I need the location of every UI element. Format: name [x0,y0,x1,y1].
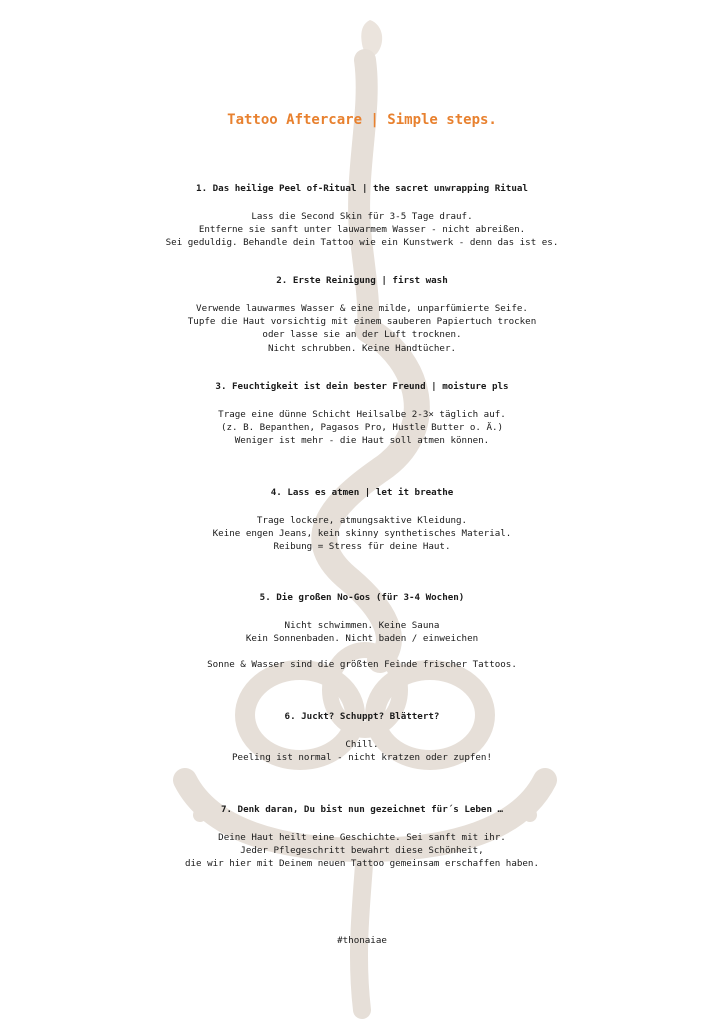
section-heading: 6. Juckt? Schuppt? Blättert? [284,711,440,722]
section-4 [0,486,724,554]
section-line: Kein Sonnenbaden. Nicht baden / einweichen [245,633,479,645]
section-line: Entferne sie sanft unter lauwarmem Wasser - nicht abreißen. [198,224,526,236]
section-line: oder lasse sie an der Luft trocknen. [262,329,462,341]
section-line: Trage lockere, atmungsaktive Kleidung. [256,515,468,526]
section-line: Jeder Pflegeschritt bewahrt diese Schönheit, [240,845,484,857]
section-7 [0,803,724,871]
page-title: Tattoo Aftercare | Simple steps. [227,112,497,128]
section-heading: 3. Feuchtigkeit ist dein bester Freund | moisture pls [215,381,509,392]
section-line: Sonne & Wasser sind die größten Feinde frischer Tattoos. [207,659,517,671]
section-heading: 2. Erste Reinigung | first wash [276,275,448,286]
section-6 [0,710,724,764]
section-3 [0,380,724,448]
section-5 [0,591,724,672]
section-line: Nicht schrubben. Keine Handtücher. [267,342,457,354]
section-heading: 1. Das heilige Peel of-Ritual | the sacret unwrapping Ritual [196,183,528,194]
section-line: Verwende lauwarmes Wasser & eine milde, unparfümierte Seife. [196,303,528,314]
section-line: Chill. [345,739,379,750]
section-line: die wir hier mit Deinem neuen Tattoo gemeinsam erschaffen haben. [184,858,539,870]
section-line: Tupfe die Haut vorsichtig mit einem sauberen Papiertuch trocken [187,316,537,328]
section-line: Keine engen Jeans, kein skinny synthetisches Material. [212,528,512,540]
section-line: Deine Haut heilt eine Geschichte. Sei sanft mit ihr. [218,832,506,843]
section-line: (z. B. Bepanthen, Pagasos Pro, Hustle Butter o. Ä.) [220,422,504,434]
section-line: Reibung = Stress für deine Haut. [273,541,451,553]
section-line: Weniger ist mehr - die Haut soll atmen können. [234,435,490,447]
section-line: Trage eine dünne Schicht Heilsalbe 2-3× täglich auf. [218,409,506,420]
hashtag: #thonaiae [337,935,387,946]
section-heading: 7. Denk daran, Du bist nun gezeichnet für´s Leben … [220,804,504,815]
section-line: Nicht schwimmen. Keine Sauna [284,620,440,631]
section-heading: 5. Die großen No-Gos (für 3-4 Wochen) [259,592,465,603]
section-heading: 4. Lass es atmen | let it breathe [270,487,454,498]
section-line: Sei geduldig. Behandle dein Tattoo wie ein Kunstwerk - denn das ist es. [165,237,559,249]
section-2 [0,274,724,355]
section-line: Lass die Second Skin für 3-5 Tage drauf. [251,211,473,222]
section-line: Peeling ist normal - nicht kratzen oder zupfen! [232,752,492,764]
section-1 [0,182,724,250]
